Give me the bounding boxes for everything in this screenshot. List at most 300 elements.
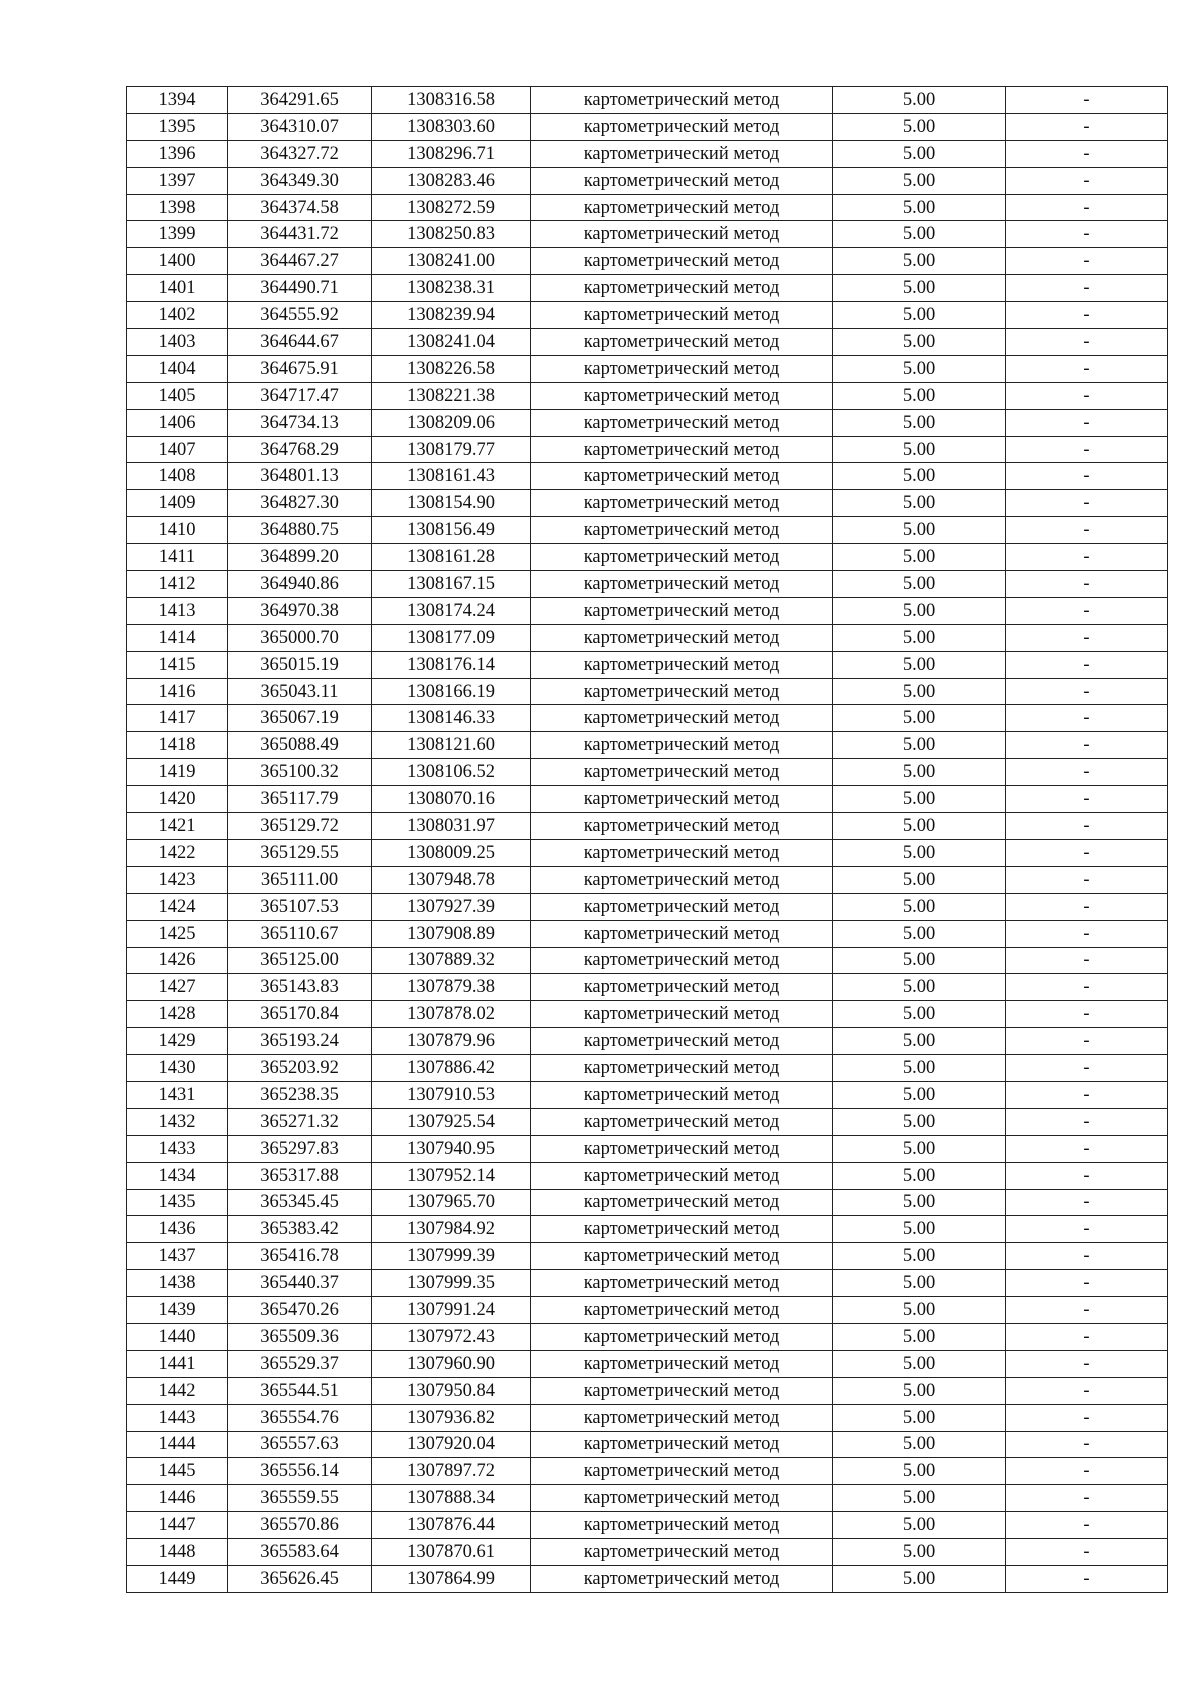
x-coordinate-cell: 365107.53 bbox=[228, 893, 372, 920]
description-cell: - bbox=[1006, 1485, 1168, 1512]
accuracy-cell: 5.00 bbox=[833, 1001, 1006, 1028]
x-coordinate-cell: 365557.63 bbox=[228, 1431, 372, 1458]
x-coordinate-cell: 365271.32 bbox=[228, 1108, 372, 1135]
x-coordinate-cell: 365067.19 bbox=[228, 705, 372, 732]
accuracy-cell: 5.00 bbox=[833, 1404, 1006, 1431]
table-row bbox=[127, 1539, 1168, 1566]
table-row bbox=[127, 517, 1168, 544]
description-cell: - bbox=[1006, 1297, 1168, 1324]
y-coordinate-cell: 1308146.33 bbox=[372, 705, 531, 732]
x-coordinate-cell: 364349.30 bbox=[228, 167, 372, 194]
table-row bbox=[127, 382, 1168, 409]
description-cell: - bbox=[1006, 1323, 1168, 1350]
description-cell: - bbox=[1006, 1001, 1168, 1028]
description-cell: - bbox=[1006, 436, 1168, 463]
x-coordinate-cell: 365110.67 bbox=[228, 920, 372, 947]
description-cell: - bbox=[1006, 571, 1168, 598]
x-coordinate-cell: 365129.55 bbox=[228, 839, 372, 866]
description-cell: - bbox=[1006, 651, 1168, 678]
y-coordinate-cell: 1308226.58 bbox=[372, 355, 531, 382]
x-coordinate-cell: 365570.86 bbox=[228, 1512, 372, 1539]
point-number-cell: 1429 bbox=[127, 1028, 228, 1055]
table-row bbox=[127, 1108, 1168, 1135]
method-cell: картометрический метод bbox=[531, 1458, 833, 1485]
x-coordinate-cell: 364327.72 bbox=[228, 140, 372, 167]
table-row bbox=[127, 1135, 1168, 1162]
point-number-cell: 1405 bbox=[127, 382, 228, 409]
description-cell: - bbox=[1006, 1162, 1168, 1189]
method-cell: картометрический метод bbox=[531, 355, 833, 382]
y-coordinate-cell: 1307950.84 bbox=[372, 1377, 531, 1404]
x-coordinate-cell: 365238.35 bbox=[228, 1081, 372, 1108]
description-cell: - bbox=[1006, 1431, 1168, 1458]
accuracy-cell: 5.00 bbox=[833, 1081, 1006, 1108]
table-row bbox=[127, 355, 1168, 382]
accuracy-cell: 5.00 bbox=[833, 87, 1006, 114]
y-coordinate-cell: 1308179.77 bbox=[372, 436, 531, 463]
description-cell: - bbox=[1006, 705, 1168, 732]
accuracy-cell: 5.00 bbox=[833, 355, 1006, 382]
method-cell: картометрический метод bbox=[531, 1270, 833, 1297]
x-coordinate-cell: 365509.36 bbox=[228, 1323, 372, 1350]
y-coordinate-cell: 1308316.58 bbox=[372, 87, 531, 114]
description-cell: - bbox=[1006, 167, 1168, 194]
y-coordinate-cell: 1308239.94 bbox=[372, 302, 531, 329]
point-number-cell: 1446 bbox=[127, 1485, 228, 1512]
method-cell: картометрический метод bbox=[531, 624, 833, 651]
method-cell: картометрический метод bbox=[531, 1216, 833, 1243]
method-cell: картометрический метод bbox=[531, 113, 833, 140]
x-coordinate-cell: 364940.86 bbox=[228, 571, 372, 598]
point-number-cell: 1398 bbox=[127, 194, 228, 221]
x-coordinate-cell: 365383.42 bbox=[228, 1216, 372, 1243]
y-coordinate-cell: 1307888.34 bbox=[372, 1485, 531, 1512]
y-coordinate-cell: 1307920.04 bbox=[372, 1431, 531, 1458]
accuracy-cell: 5.00 bbox=[833, 571, 1006, 598]
description-cell: - bbox=[1006, 1404, 1168, 1431]
y-coordinate-cell: 1307925.54 bbox=[372, 1108, 531, 1135]
accuracy-cell: 5.00 bbox=[833, 517, 1006, 544]
point-number-cell: 1417 bbox=[127, 705, 228, 732]
accuracy-cell: 5.00 bbox=[833, 651, 1006, 678]
x-coordinate-cell: 365193.24 bbox=[228, 1028, 372, 1055]
point-number-cell: 1445 bbox=[127, 1458, 228, 1485]
x-coordinate-cell: 365416.78 bbox=[228, 1243, 372, 1270]
description-cell: - bbox=[1006, 248, 1168, 275]
method-cell: картометрический метод bbox=[531, 544, 833, 571]
x-coordinate-cell: 365529.37 bbox=[228, 1350, 372, 1377]
y-coordinate-cell: 1307879.38 bbox=[372, 974, 531, 1001]
accuracy-cell: 5.00 bbox=[833, 624, 1006, 651]
method-cell: картометрический метод bbox=[531, 1135, 833, 1162]
y-coordinate-cell: 1307999.39 bbox=[372, 1243, 531, 1270]
table-row bbox=[127, 1377, 1168, 1404]
method-cell: картометрический метод bbox=[531, 974, 833, 1001]
table-row bbox=[127, 248, 1168, 275]
description-cell: - bbox=[1006, 759, 1168, 786]
description-cell: - bbox=[1006, 140, 1168, 167]
x-coordinate-cell: 365000.70 bbox=[228, 624, 372, 651]
table-row bbox=[127, 544, 1168, 571]
method-cell: картометрический метод bbox=[531, 87, 833, 114]
y-coordinate-cell: 1307991.24 bbox=[372, 1297, 531, 1324]
accuracy-cell: 5.00 bbox=[833, 1565, 1006, 1592]
y-coordinate-cell: 1307864.99 bbox=[372, 1565, 531, 1592]
point-number-cell: 1404 bbox=[127, 355, 228, 382]
method-cell: картометрический метод bbox=[531, 1081, 833, 1108]
point-number-cell: 1432 bbox=[127, 1108, 228, 1135]
y-coordinate-cell: 1307960.90 bbox=[372, 1350, 531, 1377]
y-coordinate-cell: 1307972.43 bbox=[372, 1323, 531, 1350]
x-coordinate-cell: 365117.79 bbox=[228, 786, 372, 813]
table-row bbox=[127, 759, 1168, 786]
x-coordinate-cell: 364801.13 bbox=[228, 463, 372, 490]
x-coordinate-cell: 365203.92 bbox=[228, 1055, 372, 1082]
y-coordinate-cell: 1308121.60 bbox=[372, 732, 531, 759]
point-number-cell: 1399 bbox=[127, 221, 228, 248]
x-coordinate-cell: 365440.37 bbox=[228, 1270, 372, 1297]
x-coordinate-cell: 365470.26 bbox=[228, 1297, 372, 1324]
accuracy-cell: 5.00 bbox=[833, 409, 1006, 436]
accuracy-cell: 5.00 bbox=[833, 382, 1006, 409]
x-coordinate-cell: 364431.72 bbox=[228, 221, 372, 248]
table-row bbox=[127, 866, 1168, 893]
x-coordinate-cell: 364490.71 bbox=[228, 275, 372, 302]
table-row bbox=[127, 786, 1168, 813]
description-cell: - bbox=[1006, 1081, 1168, 1108]
point-number-cell: 1431 bbox=[127, 1081, 228, 1108]
y-coordinate-cell: 1307940.95 bbox=[372, 1135, 531, 1162]
point-number-cell: 1434 bbox=[127, 1162, 228, 1189]
table-row bbox=[127, 275, 1168, 302]
description-cell: - bbox=[1006, 490, 1168, 517]
point-number-cell: 1424 bbox=[127, 893, 228, 920]
point-number-cell: 1423 bbox=[127, 866, 228, 893]
x-coordinate-cell: 364644.67 bbox=[228, 329, 372, 356]
accuracy-cell: 5.00 bbox=[833, 1028, 1006, 1055]
method-cell: картометрический метод bbox=[531, 1539, 833, 1566]
accuracy-cell: 5.00 bbox=[833, 1323, 1006, 1350]
table-row bbox=[127, 732, 1168, 759]
accuracy-cell: 5.00 bbox=[833, 329, 1006, 356]
accuracy-cell: 5.00 bbox=[833, 436, 1006, 463]
y-coordinate-cell: 1308009.25 bbox=[372, 839, 531, 866]
method-cell: картометрический метод bbox=[531, 1297, 833, 1324]
table-row bbox=[127, 597, 1168, 624]
description-cell: - bbox=[1006, 302, 1168, 329]
y-coordinate-cell: 1307927.39 bbox=[372, 893, 531, 920]
table-row bbox=[127, 463, 1168, 490]
accuracy-cell: 5.00 bbox=[833, 1350, 1006, 1377]
table-row bbox=[127, 1297, 1168, 1324]
x-coordinate-cell: 365125.00 bbox=[228, 947, 372, 974]
table-row bbox=[127, 1431, 1168, 1458]
point-number-cell: 1430 bbox=[127, 1055, 228, 1082]
table-row bbox=[127, 221, 1168, 248]
y-coordinate-cell: 1308209.06 bbox=[372, 409, 531, 436]
accuracy-cell: 5.00 bbox=[833, 463, 1006, 490]
point-number-cell: 1413 bbox=[127, 597, 228, 624]
table-row bbox=[127, 140, 1168, 167]
point-number-cell: 1407 bbox=[127, 436, 228, 463]
method-cell: картометрический метод bbox=[531, 1565, 833, 1592]
accuracy-cell: 5.00 bbox=[833, 1243, 1006, 1270]
y-coordinate-cell: 1308272.59 bbox=[372, 194, 531, 221]
accuracy-cell: 5.00 bbox=[833, 947, 1006, 974]
accuracy-cell: 5.00 bbox=[833, 1458, 1006, 1485]
point-number-cell: 1449 bbox=[127, 1565, 228, 1592]
method-cell: картометрический метод bbox=[531, 1377, 833, 1404]
accuracy-cell: 5.00 bbox=[833, 1539, 1006, 1566]
table-row bbox=[127, 436, 1168, 463]
x-coordinate-cell: 365317.88 bbox=[228, 1162, 372, 1189]
point-number-cell: 1421 bbox=[127, 813, 228, 840]
point-number-cell: 1436 bbox=[127, 1216, 228, 1243]
accuracy-cell: 5.00 bbox=[833, 275, 1006, 302]
y-coordinate-cell: 1307999.35 bbox=[372, 1270, 531, 1297]
y-coordinate-cell: 1308296.71 bbox=[372, 140, 531, 167]
point-number-cell: 1394 bbox=[127, 87, 228, 114]
description-cell: - bbox=[1006, 893, 1168, 920]
method-cell: картометрический метод bbox=[531, 597, 833, 624]
accuracy-cell: 5.00 bbox=[833, 194, 1006, 221]
point-number-cell: 1437 bbox=[127, 1243, 228, 1270]
description-cell: - bbox=[1006, 275, 1168, 302]
point-number-cell: 1401 bbox=[127, 275, 228, 302]
table-row bbox=[127, 920, 1168, 947]
x-coordinate-cell: 365345.45 bbox=[228, 1189, 372, 1216]
accuracy-cell: 5.00 bbox=[833, 1189, 1006, 1216]
coordinates-table bbox=[126, 86, 1168, 1593]
point-number-cell: 1403 bbox=[127, 329, 228, 356]
accuracy-cell: 5.00 bbox=[833, 221, 1006, 248]
description-cell: - bbox=[1006, 1135, 1168, 1162]
method-cell: картометрический метод bbox=[531, 786, 833, 813]
table-row bbox=[127, 329, 1168, 356]
table-row bbox=[127, 1512, 1168, 1539]
point-number-cell: 1428 bbox=[127, 1001, 228, 1028]
description-cell: - bbox=[1006, 329, 1168, 356]
description-cell: - bbox=[1006, 839, 1168, 866]
x-coordinate-cell: 364467.27 bbox=[228, 248, 372, 275]
point-number-cell: 1442 bbox=[127, 1377, 228, 1404]
y-coordinate-cell: 1308177.09 bbox=[372, 624, 531, 651]
x-coordinate-cell: 365559.55 bbox=[228, 1485, 372, 1512]
table-row bbox=[127, 490, 1168, 517]
table-row bbox=[127, 571, 1168, 598]
method-cell: картометрический метод bbox=[531, 1404, 833, 1431]
point-number-cell: 1402 bbox=[127, 302, 228, 329]
description-cell: - bbox=[1006, 813, 1168, 840]
x-coordinate-cell: 365583.64 bbox=[228, 1539, 372, 1566]
description-cell: - bbox=[1006, 194, 1168, 221]
method-cell: картометрический метод bbox=[531, 1512, 833, 1539]
table-row bbox=[127, 1404, 1168, 1431]
description-cell: - bbox=[1006, 355, 1168, 382]
method-cell: картометрический метод bbox=[531, 1485, 833, 1512]
accuracy-cell: 5.00 bbox=[833, 544, 1006, 571]
x-coordinate-cell: 364675.91 bbox=[228, 355, 372, 382]
method-cell: картометрический метод bbox=[531, 275, 833, 302]
accuracy-cell: 5.00 bbox=[833, 1297, 1006, 1324]
x-coordinate-cell: 365111.00 bbox=[228, 866, 372, 893]
method-cell: картометрический метод bbox=[531, 1162, 833, 1189]
accuracy-cell: 5.00 bbox=[833, 1270, 1006, 1297]
y-coordinate-cell: 1308031.97 bbox=[372, 813, 531, 840]
table-row bbox=[127, 1189, 1168, 1216]
y-coordinate-cell: 1307889.32 bbox=[372, 947, 531, 974]
x-coordinate-cell: 365015.19 bbox=[228, 651, 372, 678]
table-row bbox=[127, 87, 1168, 114]
method-cell: картометрический метод bbox=[531, 920, 833, 947]
point-number-cell: 1396 bbox=[127, 140, 228, 167]
description-cell: - bbox=[1006, 409, 1168, 436]
x-coordinate-cell: 365129.72 bbox=[228, 813, 372, 840]
method-cell: картометрический метод bbox=[531, 651, 833, 678]
accuracy-cell: 5.00 bbox=[833, 813, 1006, 840]
y-coordinate-cell: 1308166.19 bbox=[372, 678, 531, 705]
accuracy-cell: 5.00 bbox=[833, 839, 1006, 866]
method-cell: картометрический метод bbox=[531, 490, 833, 517]
table-row bbox=[127, 167, 1168, 194]
table-row bbox=[127, 1001, 1168, 1028]
table-row bbox=[127, 651, 1168, 678]
description-cell: - bbox=[1006, 732, 1168, 759]
accuracy-cell: 5.00 bbox=[833, 140, 1006, 167]
table-row bbox=[127, 974, 1168, 1001]
description-cell: - bbox=[1006, 382, 1168, 409]
table-body bbox=[127, 87, 1168, 1593]
x-coordinate-cell: 364555.92 bbox=[228, 302, 372, 329]
point-number-cell: 1416 bbox=[127, 678, 228, 705]
method-cell: картометрический метод bbox=[531, 759, 833, 786]
method-cell: картометрический метод bbox=[531, 1431, 833, 1458]
table-row bbox=[127, 947, 1168, 974]
method-cell: картометрический метод bbox=[531, 705, 833, 732]
point-number-cell: 1427 bbox=[127, 974, 228, 1001]
y-coordinate-cell: 1308238.31 bbox=[372, 275, 531, 302]
y-coordinate-cell: 1307984.92 bbox=[372, 1216, 531, 1243]
table-row bbox=[127, 893, 1168, 920]
accuracy-cell: 5.00 bbox=[833, 597, 1006, 624]
description-cell: - bbox=[1006, 1539, 1168, 1566]
method-cell: картометрический метод bbox=[531, 947, 833, 974]
y-coordinate-cell: 1308156.49 bbox=[372, 517, 531, 544]
description-cell: - bbox=[1006, 1512, 1168, 1539]
y-coordinate-cell: 1308241.04 bbox=[372, 329, 531, 356]
description-cell: - bbox=[1006, 866, 1168, 893]
y-coordinate-cell: 1307948.78 bbox=[372, 866, 531, 893]
table-row bbox=[127, 1162, 1168, 1189]
x-coordinate-cell: 365143.83 bbox=[228, 974, 372, 1001]
method-cell: картометрический метод bbox=[531, 732, 833, 759]
y-coordinate-cell: 1308106.52 bbox=[372, 759, 531, 786]
point-number-cell: 1426 bbox=[127, 947, 228, 974]
y-coordinate-cell: 1307897.72 bbox=[372, 1458, 531, 1485]
method-cell: картометрический метод bbox=[531, 194, 833, 221]
point-number-cell: 1443 bbox=[127, 1404, 228, 1431]
accuracy-cell: 5.00 bbox=[833, 1108, 1006, 1135]
accuracy-cell: 5.00 bbox=[833, 893, 1006, 920]
method-cell: картометрический метод bbox=[531, 517, 833, 544]
y-coordinate-cell: 1307965.70 bbox=[372, 1189, 531, 1216]
point-number-cell: 1397 bbox=[127, 167, 228, 194]
method-cell: картометрический метод bbox=[531, 571, 833, 598]
description-cell: - bbox=[1006, 786, 1168, 813]
point-number-cell: 1441 bbox=[127, 1350, 228, 1377]
description-cell: - bbox=[1006, 113, 1168, 140]
point-number-cell: 1440 bbox=[127, 1323, 228, 1350]
method-cell: картометрический метод bbox=[531, 1189, 833, 1216]
point-number-cell: 1400 bbox=[127, 248, 228, 275]
y-coordinate-cell: 1307886.42 bbox=[372, 1055, 531, 1082]
table-row bbox=[127, 409, 1168, 436]
point-number-cell: 1444 bbox=[127, 1431, 228, 1458]
point-number-cell: 1410 bbox=[127, 517, 228, 544]
method-cell: картометрический метод bbox=[531, 382, 833, 409]
y-coordinate-cell: 1308161.43 bbox=[372, 463, 531, 490]
point-number-cell: 1408 bbox=[127, 463, 228, 490]
method-cell: картометрический метод bbox=[531, 1243, 833, 1270]
x-coordinate-cell: 365170.84 bbox=[228, 1001, 372, 1028]
table-row bbox=[127, 1485, 1168, 1512]
table-row bbox=[127, 813, 1168, 840]
accuracy-cell: 5.00 bbox=[833, 113, 1006, 140]
method-cell: картометрический метод bbox=[531, 248, 833, 275]
method-cell: картометрический метод bbox=[531, 329, 833, 356]
y-coordinate-cell: 1307878.02 bbox=[372, 1001, 531, 1028]
point-number-cell: 1415 bbox=[127, 651, 228, 678]
y-coordinate-cell: 1308174.24 bbox=[372, 597, 531, 624]
point-number-cell: 1406 bbox=[127, 409, 228, 436]
accuracy-cell: 5.00 bbox=[833, 1055, 1006, 1082]
point-number-cell: 1433 bbox=[127, 1135, 228, 1162]
description-cell: - bbox=[1006, 947, 1168, 974]
x-coordinate-cell: 365100.32 bbox=[228, 759, 372, 786]
x-coordinate-cell: 364768.29 bbox=[228, 436, 372, 463]
y-coordinate-cell: 1308303.60 bbox=[372, 113, 531, 140]
table-row bbox=[127, 1055, 1168, 1082]
accuracy-cell: 5.00 bbox=[833, 167, 1006, 194]
y-coordinate-cell: 1308283.46 bbox=[372, 167, 531, 194]
accuracy-cell: 5.00 bbox=[833, 705, 1006, 732]
accuracy-cell: 5.00 bbox=[833, 732, 1006, 759]
description-cell: - bbox=[1006, 1216, 1168, 1243]
description-cell: - bbox=[1006, 1458, 1168, 1485]
point-number-cell: 1439 bbox=[127, 1297, 228, 1324]
point-number-cell: 1414 bbox=[127, 624, 228, 651]
table-row bbox=[127, 1458, 1168, 1485]
accuracy-cell: 5.00 bbox=[833, 974, 1006, 1001]
accuracy-cell: 5.00 bbox=[833, 866, 1006, 893]
x-coordinate-cell: 364827.30 bbox=[228, 490, 372, 517]
accuracy-cell: 5.00 bbox=[833, 248, 1006, 275]
point-number-cell: 1438 bbox=[127, 1270, 228, 1297]
point-number-cell: 1447 bbox=[127, 1512, 228, 1539]
method-cell: картометрический метод bbox=[531, 813, 833, 840]
method-cell: картометрический метод bbox=[531, 839, 833, 866]
point-number-cell: 1448 bbox=[127, 1539, 228, 1566]
method-cell: картометрический метод bbox=[531, 167, 833, 194]
point-number-cell: 1435 bbox=[127, 1189, 228, 1216]
y-coordinate-cell: 1307876.44 bbox=[372, 1512, 531, 1539]
x-coordinate-cell: 365626.45 bbox=[228, 1565, 372, 1592]
x-coordinate-cell: 364970.38 bbox=[228, 597, 372, 624]
x-coordinate-cell: 365297.83 bbox=[228, 1135, 372, 1162]
description-cell: - bbox=[1006, 1055, 1168, 1082]
description-cell: - bbox=[1006, 920, 1168, 947]
accuracy-cell: 5.00 bbox=[833, 1431, 1006, 1458]
